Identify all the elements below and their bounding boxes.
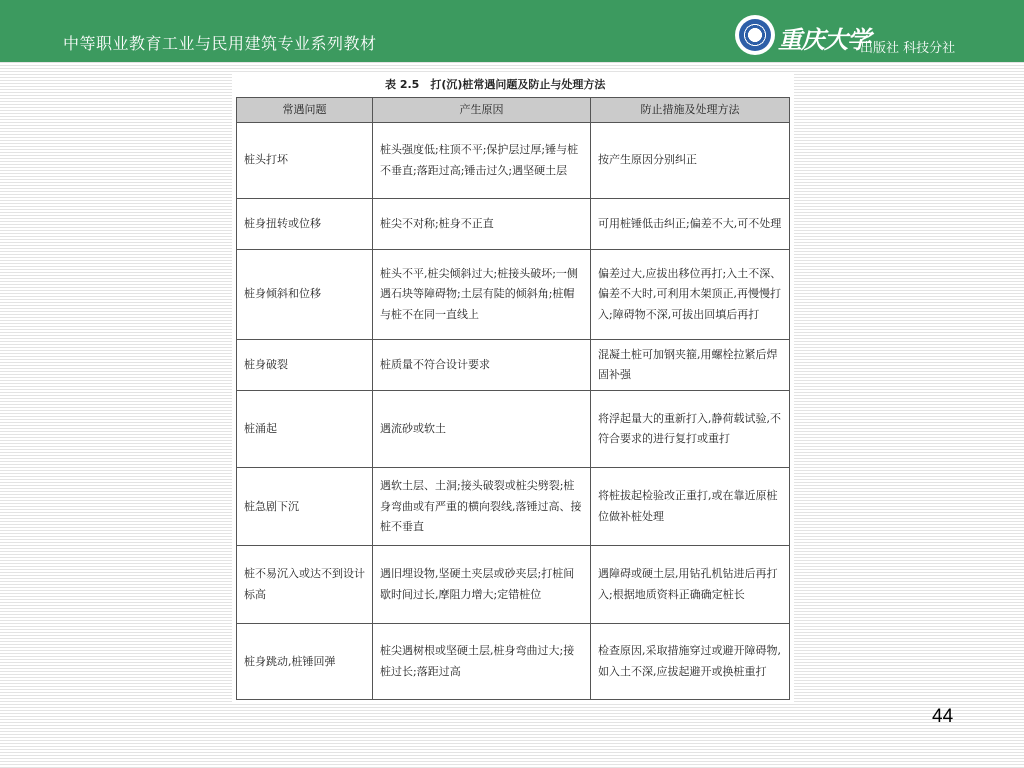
cell-problem: 桩急剧下沉 — [237, 468, 373, 545]
cell-solution: 检查原因,采取措施穿过或避开障碍物,如入土不深,应拔起避开或换桩重打 — [591, 624, 790, 700]
cell-solution: 将浮起量大的重新打入,静荷载试验,不符合要求的进行复打或重打 — [591, 391, 790, 468]
table-header-row — [237, 98, 790, 123]
cell-cause: 遇旧埋设物,坚硬土夹层或砂夹层;打桩间歇时间过长,摩阻力增大;定错桩位 — [373, 545, 591, 623]
cell-cause: 桩头强度低;柱顶不平;保护层过厚;锤与桩不垂直;落距过高;锤击过久;遇坚硬土层 — [373, 123, 591, 198]
header-bar — [0, 0, 1024, 62]
table-row — [237, 198, 790, 249]
table-row — [237, 545, 790, 623]
cell-problem: 桩头打坏 — [237, 123, 373, 198]
cell-problem: 桩不易沉入或达不到设计标高 — [237, 545, 373, 623]
university-seal-icon — [735, 15, 775, 55]
cell-cause: 桩质量不符合设计要求 — [373, 339, 591, 390]
cell-problem: 桩身破裂 — [237, 339, 373, 390]
cell-solution: 将桩拔起检验改正重打,或在靠近原桩位做补桩处理 — [591, 468, 790, 545]
cell-problem: 桩身跳动,桩锤回弹 — [237, 624, 373, 700]
column-header: 产生原因 — [373, 98, 591, 123]
cell-cause: 遇软土层、土洞;接头破裂或桩尖劈裂;桩身弯曲或有严重的横向裂线,落锤过高、接桩不垂直 — [373, 468, 591, 545]
content-panel — [232, 72, 794, 704]
page-number: 44 — [932, 706, 954, 727]
cell-problem: 桩身倾斜和位移 — [237, 250, 373, 340]
column-header: 常遇问题 — [237, 98, 373, 123]
table-row — [237, 123, 790, 198]
cell-solution: 混凝土桩可加钢夹箍,用螺栓拉紧后焊固补强 — [591, 339, 790, 390]
cell-solution: 遇障碍或硬土层,用钻孔机钻进后再打入;根据地质资料正确确定桩长 — [591, 545, 790, 623]
table-row — [237, 339, 790, 390]
university-name: 重庆大学 — [778, 25, 870, 54]
cell-problem: 桩身扭转或位移 — [237, 198, 373, 249]
cell-solution: 可用桩锤低击纠正;偏差不大,可不处理 — [591, 198, 790, 249]
publisher-label: 出版社 科技分社 — [860, 41, 956, 56]
table-row — [237, 624, 790, 700]
series-title: 中等职业教育工业与民用建筑专业系列教材 — [63, 34, 377, 53]
problems-table — [236, 97, 790, 700]
cell-cause: 桩尖遇树根或坚硬土层,桩身弯曲过大;接桩过长;落距过高 — [373, 624, 591, 700]
column-header: 防止措施及处理方法 — [591, 98, 790, 123]
cell-cause: 桩尖不对称;桩身不正直 — [373, 198, 591, 249]
table-row — [237, 391, 790, 468]
table-row — [237, 250, 790, 340]
cell-cause: 遇流砂或软土 — [373, 391, 591, 468]
cell-solution: 偏差过大,应拔出移位再打;入土不深、偏差不大时,可利用木架顶正,再慢慢打入;障碍物不深,可拔出回填后再打 — [591, 250, 790, 340]
cell-cause: 桩头不平,桩尖倾斜过大;桩接头破坏;一侧遇石块等障碍物;土层有陡的倾斜角;桩帽与桩不在同一直线上 — [373, 250, 591, 340]
table-row — [237, 468, 790, 545]
cell-problem: 桩涌起 — [237, 391, 373, 468]
cell-solution: 按产生原因分别纠正 — [591, 123, 790, 198]
table-caption: 表 2.5 打(沉)桩常遇问题及防止与处理方法 — [385, 78, 606, 91]
